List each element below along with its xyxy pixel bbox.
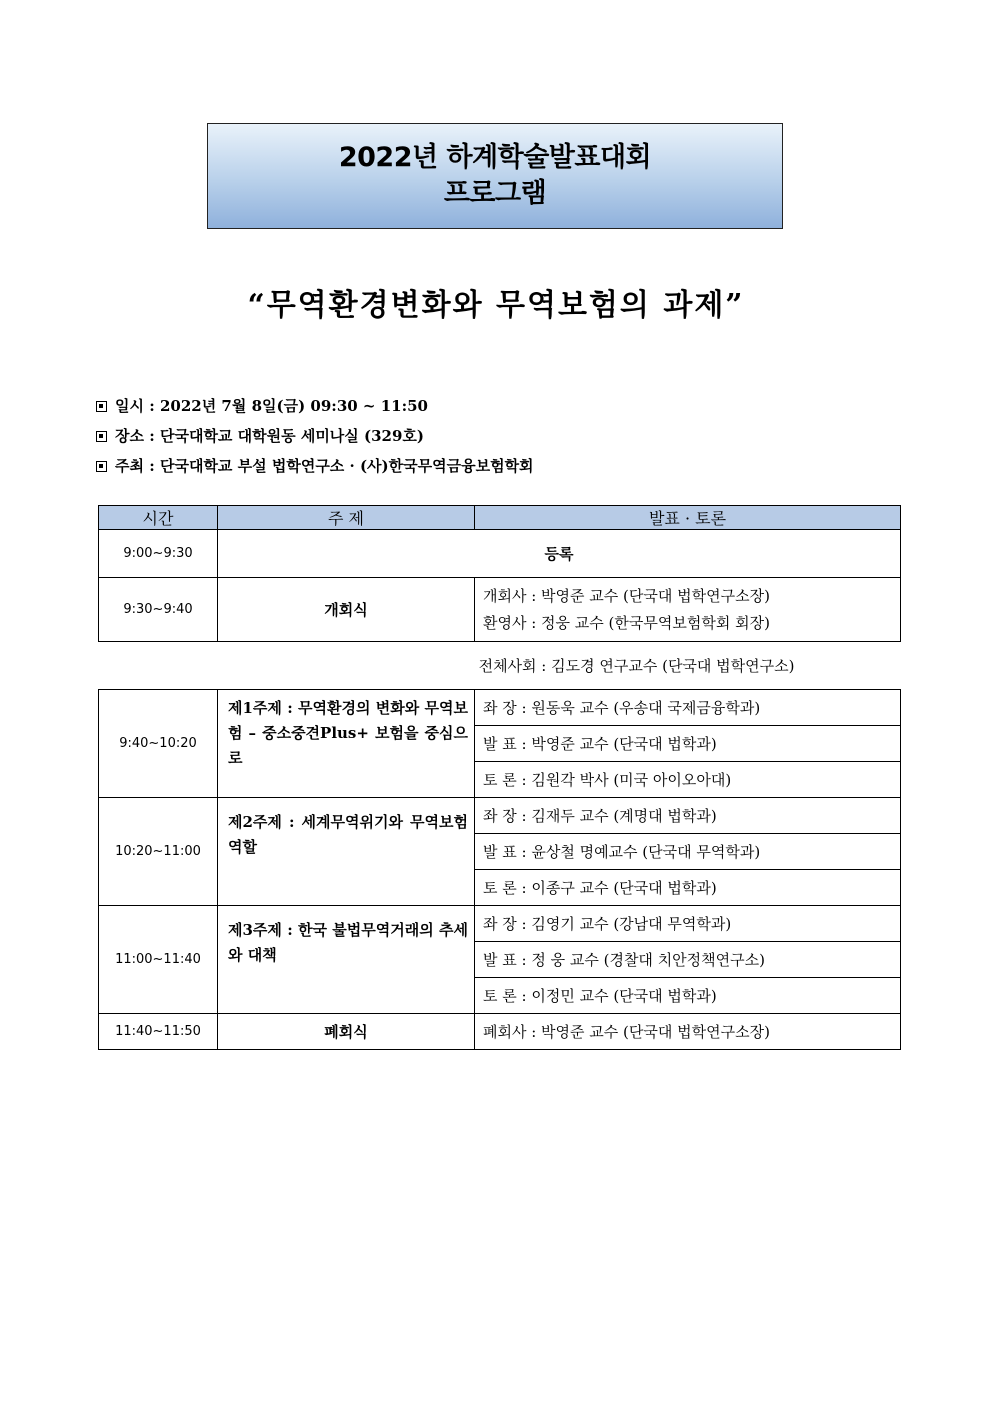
program-title-box — [207, 123, 783, 229]
welcome-address: 환영사 : 정웅 교수 (한국무역보험학회 회장) — [483, 613, 770, 632]
info-venue-label: 장소 — [115, 427, 144, 445]
square-bullet-icon — [96, 431, 107, 442]
header-topic: 주 제 — [218, 506, 475, 530]
table-row — [99, 798, 901, 834]
session-2-time: 10:20~11:00 — [99, 798, 218, 906]
table-row-closing — [99, 1014, 901, 1050]
conference-theme: “무역환경변화와 무역보험의 과제” — [247, 288, 745, 323]
table-header-row — [99, 506, 901, 530]
title-line-2: 프로그램 — [443, 178, 547, 209]
session-2-topic: 제2주제 : 세계무역위기와 무역보험 역할 — [218, 798, 475, 906]
closing-speaker: 폐회사 : 박영준 교수 (단국대 법학연구소장) — [475, 1014, 901, 1050]
header-time: 시간 — [99, 506, 218, 530]
session-1-chair: 좌 장 : 원동욱 교수 (우송대 국제금융학과) — [475, 690, 901, 726]
table-row-opening — [99, 578, 901, 642]
session-1-presenter: 발 표 : 박영준 교수 (단국대 법학과) — [475, 726, 901, 762]
session-2-discussant: 토 론 : 이종구 교수 (단국대 법학과) — [475, 870, 901, 906]
session-3-chair: 좌 장 : 김영기 교수 (강남대 무역학과) — [475, 906, 901, 942]
table-row-registration — [99, 530, 901, 578]
session-2-presenter: 발 표 : 윤상철 명예교수 (단국대 무역학과) — [475, 834, 901, 870]
program-table — [98, 505, 901, 1050]
closing-time: 11:40~11:50 — [99, 1014, 218, 1050]
info-date: 일시 : 2022년 7월 8일(금) 09:30 ~ 11:50 — [96, 395, 428, 416]
registration-time: 9:00~9:30 — [99, 530, 218, 578]
square-bullet-icon — [96, 461, 107, 472]
info-date-label: 일시 — [115, 397, 144, 415]
session-1-topic: 제1주제 : 무역환경의 변화와 무역보험 – 중소중견Plus+ 보험을 중심으로 — [218, 690, 475, 798]
opening-time: 9:30~9:40 — [99, 578, 218, 642]
info-host-label: 주최 — [115, 457, 144, 475]
opening-speakers — [475, 578, 901, 642]
session-1-time: 9:40~10:20 — [99, 690, 218, 798]
info-venue-value: 단국대학교 대학원동 세미나실 (329호) — [159, 427, 425, 445]
square-bullet-icon — [96, 401, 107, 412]
info-host-value: 단국대학교 부설 법학연구소 · (사)한국무역금융보험학회 — [159, 457, 534, 475]
session-3-discussant: 토 론 : 이정민 교수 (단국대 법학과) — [475, 978, 901, 1014]
moderator-line: 전체사회 : 김도경 연구교수 (단국대 법학연구소) — [99, 642, 901, 690]
table-row — [99, 690, 901, 726]
opening-address: 개회사 : 박영준 교수 (단국대 법학연구소장) — [483, 586, 770, 605]
session-1-discussant: 토 론 : 김원각 박사 (미국 아이오아대) — [475, 762, 901, 798]
session-3-topic: 제3주제 : 한국 불법무역거래의 추세와 대책 — [218, 906, 475, 1014]
session-3-presenter: 발 표 : 정 웅 교수 (경찰대 치안정책연구소) — [475, 942, 901, 978]
info-date-value: 2022년 7월 8일(금) 09:30 ~ 11:50 — [159, 397, 428, 415]
session-2-chair: 좌 장 : 김재두 교수 (계명대 법학과) — [475, 798, 901, 834]
session-3-time: 11:00~11:40 — [99, 906, 218, 1014]
closing-label: 폐회식 — [218, 1014, 475, 1050]
title-line-1: 2022년 하계학술발표대회 — [338, 142, 652, 173]
info-venue: 장소 : 단국대학교 대학원동 세미나실 (329호) — [96, 425, 424, 446]
table-row — [99, 906, 901, 942]
registration-label: 등록 — [218, 530, 901, 578]
table-row-host — [99, 642, 901, 690]
header-presentation: 발표 · 토론 — [475, 506, 901, 530]
opening-label: 개회식 — [218, 578, 475, 642]
info-host: 주최 : 단국대학교 부설 법학연구소 · (사)한국무역금융보험학회 — [96, 455, 534, 476]
